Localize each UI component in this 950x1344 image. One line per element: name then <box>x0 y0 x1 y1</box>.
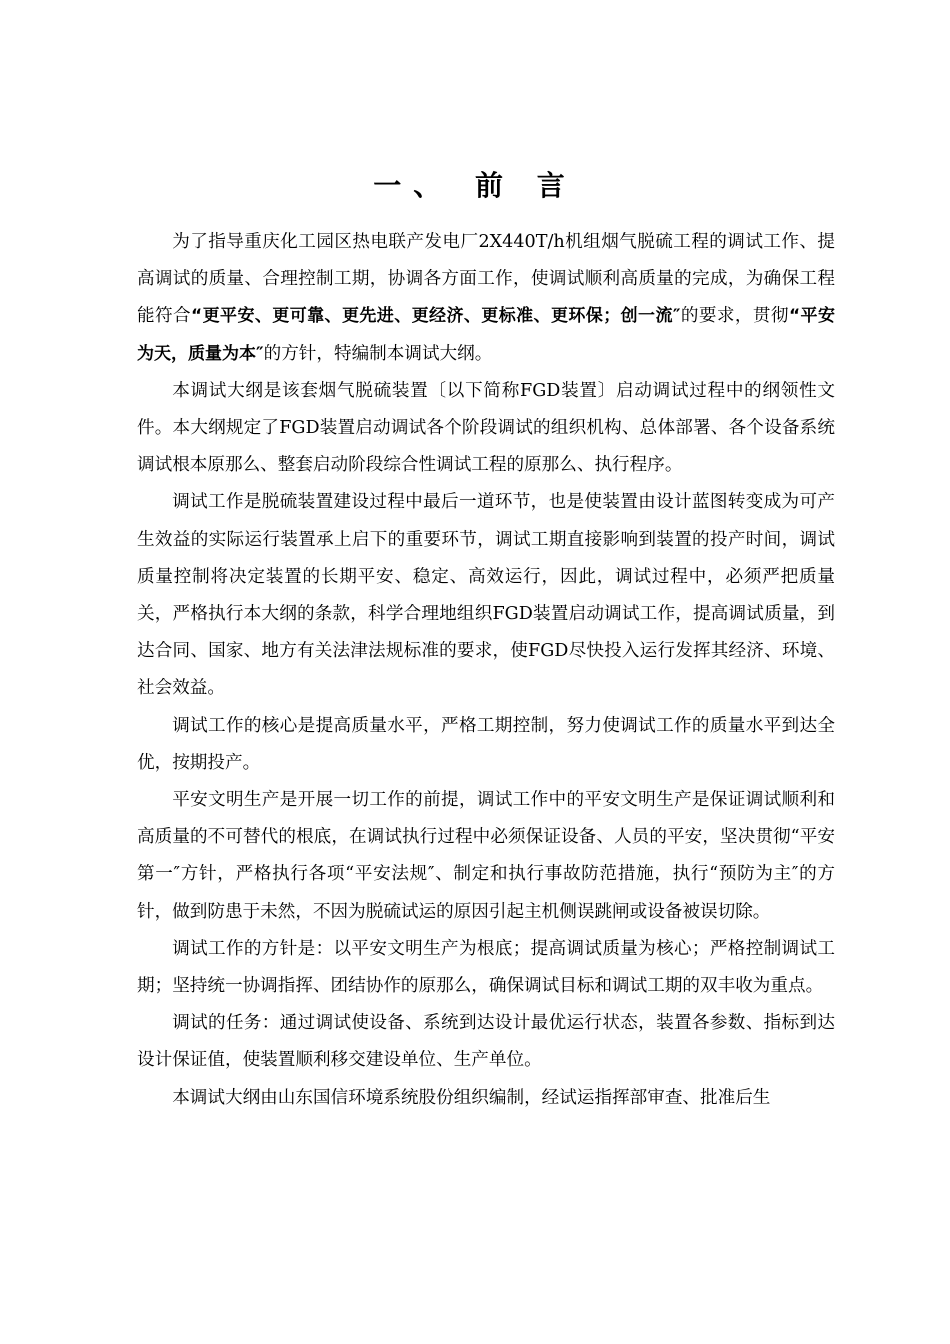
paragraph-core <box>137 708 835 782</box>
text-segment: 调试工作的方针是：以平安文明生产为根底；提高调试质量为核心；严格控制调试工期；坚持统一协调指挥、团结协作的原那么，确保调试目标和调试工期的双丰收为重点。 <box>137 938 835 997</box>
paragraph-compilation <box>137 1080 835 1117</box>
paragraph-policy <box>137 931 835 1005</box>
text-segment: 本调试大纲由山东国信环境系统股份组织编制，经试运指挥部审查、批准后生 <box>172 1087 771 1108</box>
text-segment: 为了指导重庆化工园区热电联产发电厂2X440T/h机组烟气脱硫工程的调试工作、提高调试的质量、合理控制工期，协调各方面工作，使调试顺利高质量的完成，为确保工程能符合 <box>137 232 835 327</box>
text-segment: 本调试大纲是该套烟气脱硫装置〔以下简称FGD装置〕启动调试过程中的纲领性文件。本大纲规定了FGD装置启动调试各个阶段调试的组织机构、总体部署、各个设备系统调试根本原那么、整套启动阶段综合性调试工程的原那么、执行程序。 <box>137 380 835 476</box>
paragraph-purpose <box>137 224 835 373</box>
bold-slogan: “更平安、更可靠、更先进、更经济、更标准、更环保；创一流″ <box>191 306 681 327</box>
text-segment: 平安文明生产是开展一切工作的前提，调试工作中的平安文明生产是保证调试顺利和高质量的不可替代的根底，在调试执行过程中必须保证设备、人员的平安，坚决贯彻“平安第一″方针，严格执行各项“平安法规″、制定和执行事故防范措施，执行“预防为主″的方针，做到防患于未然，不因为脱硫试运的原因引起主机侧误跳闸或设备被误切除。 <box>137 790 835 922</box>
bold-motto: “平安为天，质量为本″ <box>137 306 835 364</box>
body-text <box>137 224 835 1117</box>
page-title: 一、 前 言 <box>373 169 577 202</box>
text-segment: 的方针，特编制本调试大纲。 <box>263 343 493 364</box>
paragraph-importance <box>137 484 835 707</box>
text-segment: 调试工作是脱硫装置建设过程中最后一道环节，也是使装置由设计蓝图转变成为可产生效益的实际运行装置承上启下的重要环节，调试工期直接影响到装置的投产时间，调试质量控制将决定装置的长期平安、稳定、高效运行，因此，调试过程中，必须严把质量关，严格执行本大纲的条款，科学合理地组织FGD装置启动调试工作，提高调试质量，到达合同、国家、地方有关法津法规标准的要求，使FGD尽快投入运行发挥其经济、环境、社会效益。 <box>137 492 835 699</box>
paragraph-scope <box>137 373 835 485</box>
text-segment: 调试工作的核心是提高质量水平，严格工期控制，努力使调试工作的质量水平到达全优，按期投产。 <box>137 715 835 773</box>
paragraph-safety <box>137 782 835 931</box>
text-segment: 调试的任务：通过调试使设备、系统到达设计最优运行状态，装置各参数、指标到达设计保证值，使装置顺利移交建设单位、生产单位。 <box>137 1013 835 1071</box>
paragraph-task <box>137 1005 835 1079</box>
text-segment: 的要求，贯彻 <box>680 306 789 327</box>
